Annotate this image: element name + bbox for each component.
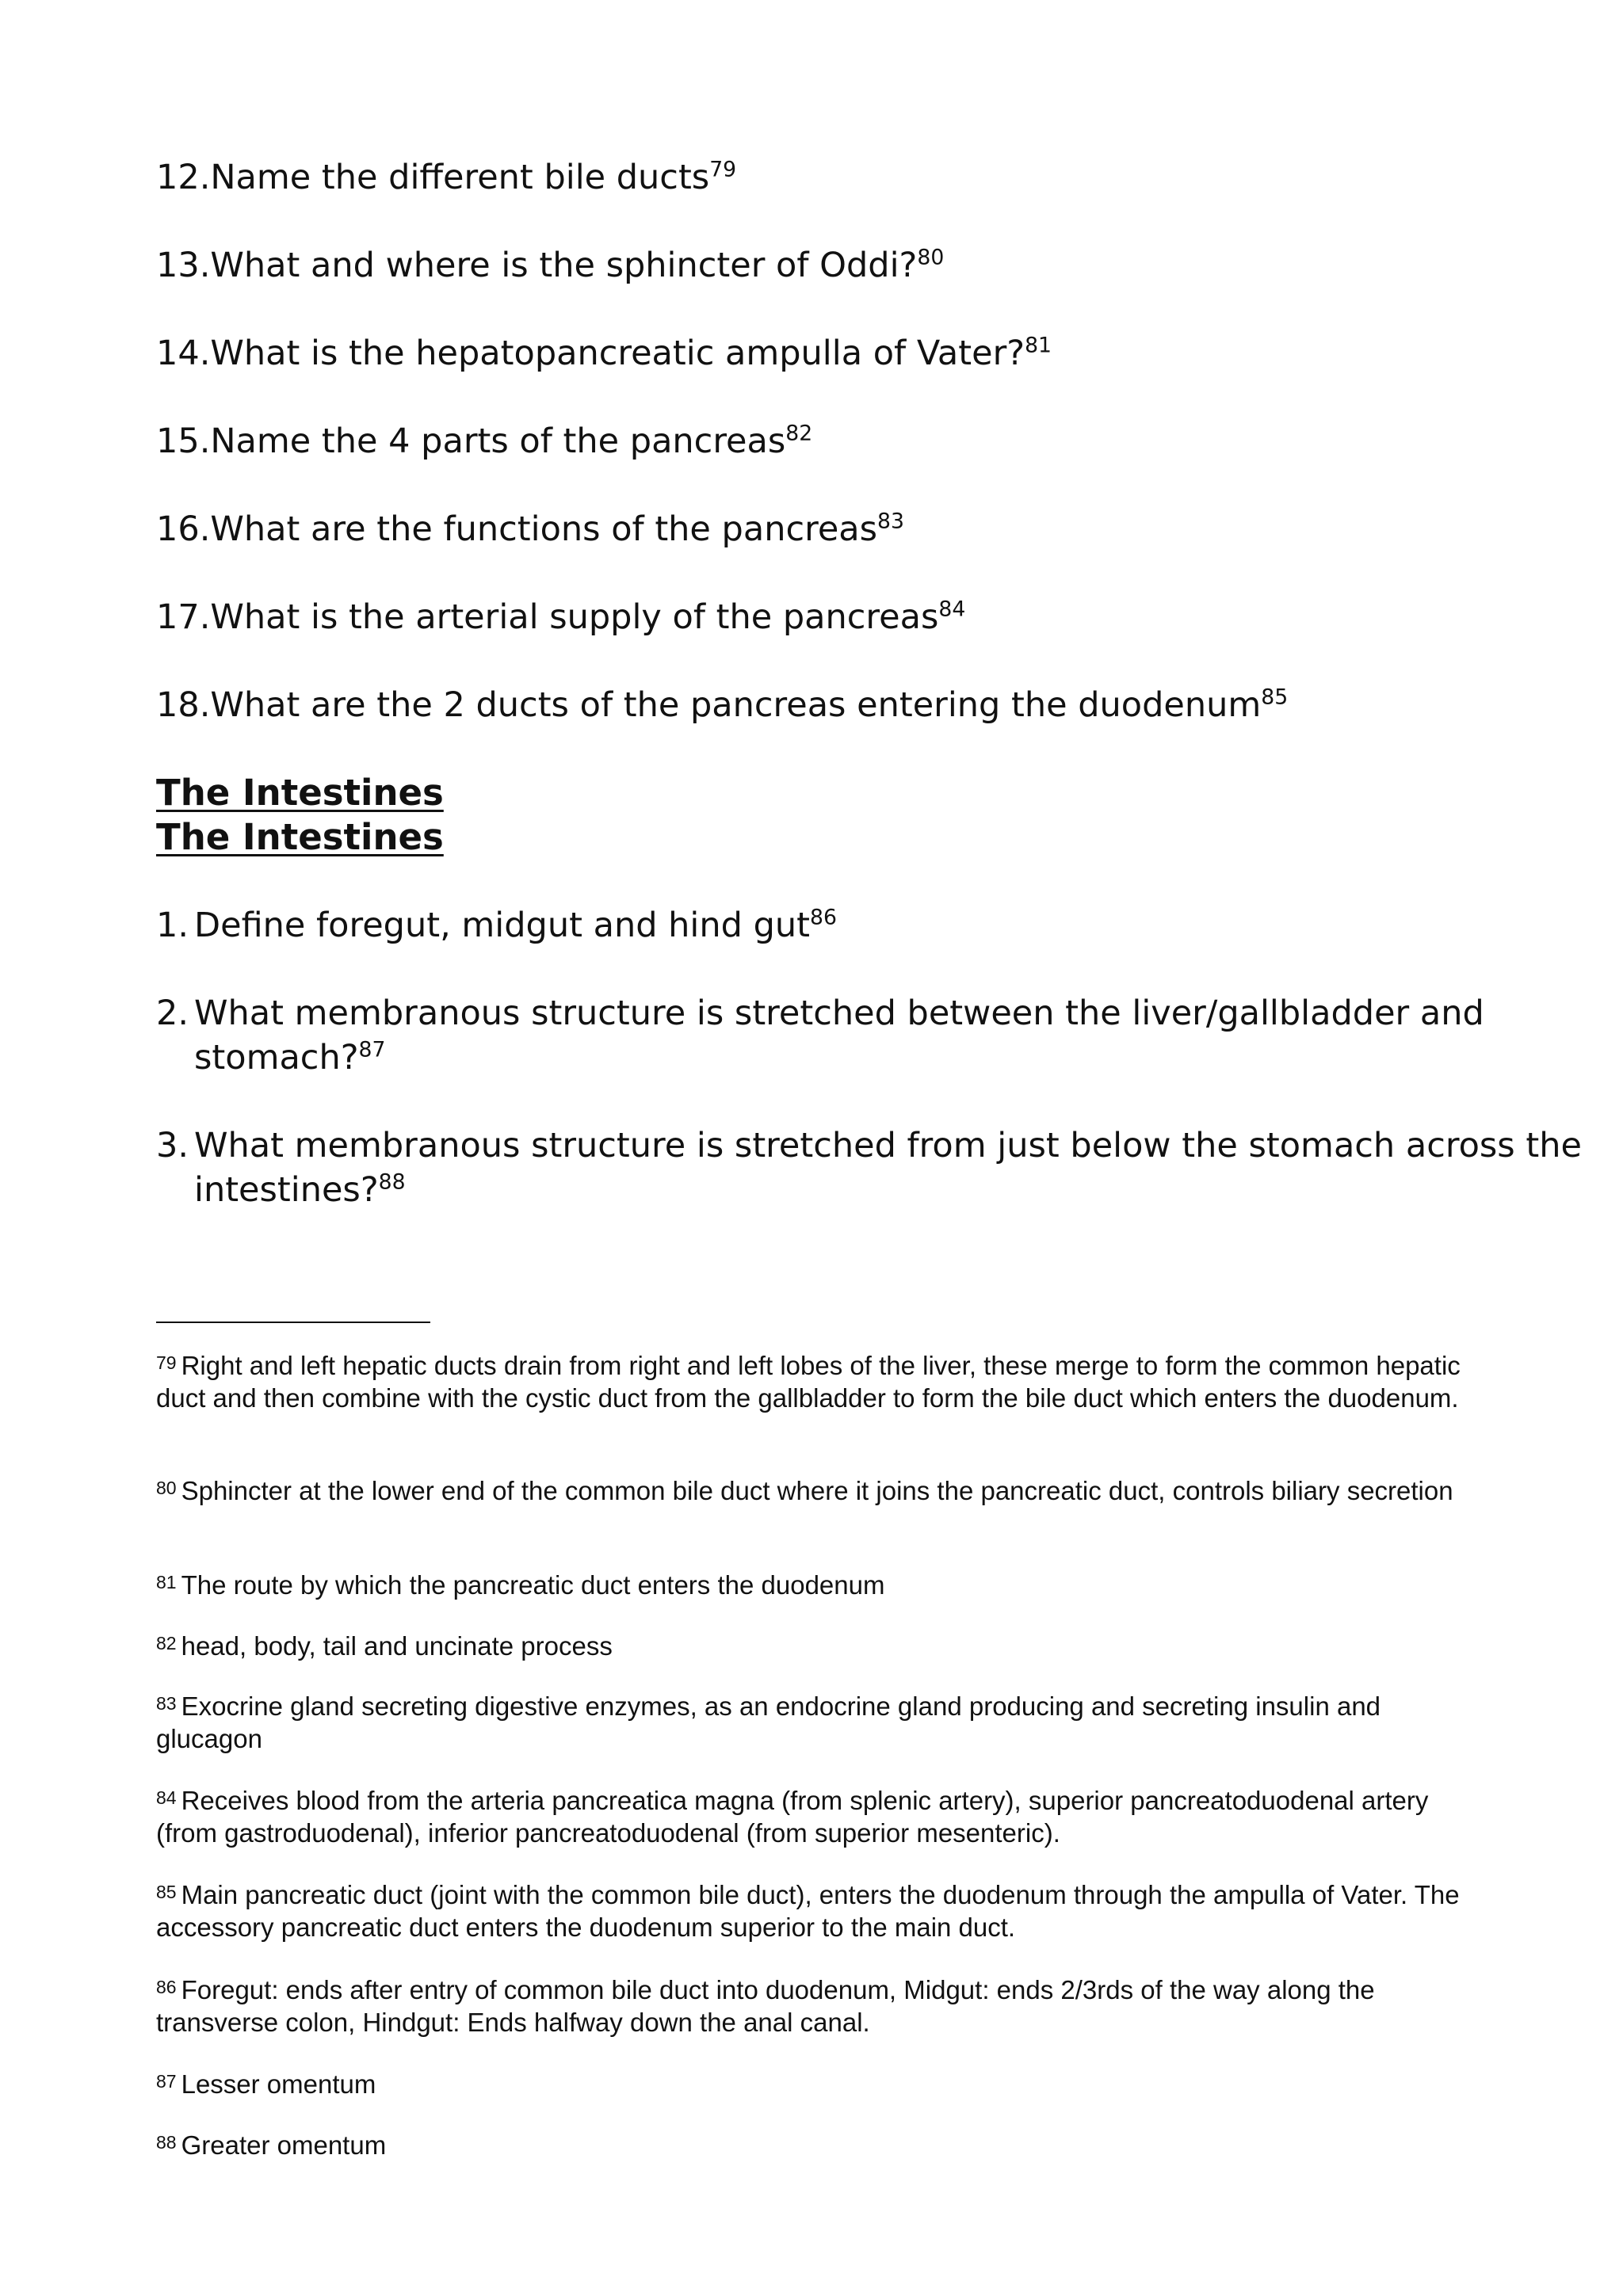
question-text: What and where is the sphincter of Oddi? xyxy=(210,246,918,285)
question-12 xyxy=(156,155,736,200)
footnote-ref-80[interactable]: 80 xyxy=(917,245,945,270)
footnote-text: Main pancreatic duct (joint with the common bile duct), enters the duodenum through the ampulla of Vater. The accessory pancreatic duct enters the duodenum superior to the main duct. xyxy=(156,1880,1460,1942)
footnote-85 xyxy=(156,1876,1487,1943)
footnote-text: Receives blood from the arteria pancreatica magna (from splenic artery), superior pancreatoduodenal artery (from gastroduodenal), inferior pancreatoduodenal (from superior mesenteric). xyxy=(156,1786,1429,1848)
footnote-84 xyxy=(156,1782,1487,1849)
footnote-ref-79[interactable]: 79 xyxy=(709,157,737,182)
footnote-text: The route by which the pancreatic duct enters the duodenum xyxy=(181,1570,885,1600)
footnote-80 xyxy=(156,1472,1487,1507)
footnote-text: Exocrine gland secreting digestive enzymes, as an endocrine gland producing and secreting insulin and glucagon xyxy=(156,1691,1381,1753)
question-text: What is the arterial supply of the pancreas xyxy=(210,597,939,637)
footnote-mark: 80 xyxy=(156,1478,177,1498)
footnote-ref-86[interactable]: 86 xyxy=(810,905,837,930)
intestines-question-1 xyxy=(156,903,837,948)
question-17 xyxy=(156,595,965,639)
section-heading-repeat: The Intestines xyxy=(156,816,444,858)
footnote-text: Foregut: ends after entry of common bile duct into duodenum, Midgut: ends 2/3rds of the way along the transverse colon, Hindgut: Ends halfway down the anal canal. xyxy=(156,1975,1375,2037)
footnote-ref-85[interactable]: 85 xyxy=(1261,685,1289,710)
intestines-question-3 xyxy=(156,1123,1582,1168)
footnote-mark: 86 xyxy=(156,1977,177,1997)
question-number: 14. xyxy=(156,334,211,373)
footnote-text: Greater omentum xyxy=(181,2130,387,2160)
footnote-ref-82[interactable]: 82 xyxy=(785,421,813,446)
footnote-86 xyxy=(156,1971,1487,2039)
footnote-87 xyxy=(156,2065,1487,2100)
question-15 xyxy=(156,419,812,463)
footnote-79 xyxy=(156,1347,1487,1414)
question-number: 12. xyxy=(156,158,211,197)
question-text-line-2: intestines? xyxy=(194,1170,379,1210)
question-text-line-2: stomach? xyxy=(194,1038,359,1077)
footnote-81 xyxy=(156,1566,1487,1601)
footnote-ref-81[interactable]: 81 xyxy=(1025,333,1052,358)
question-number: 16. xyxy=(156,509,211,549)
question-text-line-1: What membranous structure is stretched from just below the stomach across the xyxy=(194,1126,1582,1165)
question-text: What is the hepatopancreatic ampulla of Vater? xyxy=(210,334,1025,373)
section-heading: The Intestines xyxy=(156,772,444,814)
footnote-83 xyxy=(156,1688,1487,1755)
footnote-mark: 85 xyxy=(156,1882,177,1902)
question-text: What are the 2 ducts of the pancreas entering the duodenum xyxy=(210,685,1262,725)
footnote-text: head, body, tail and uncinate process xyxy=(181,1631,613,1661)
footnote-82 xyxy=(156,1627,1487,1662)
intestines-question-3-continued xyxy=(156,1168,406,1212)
footnote-mark: 83 xyxy=(156,1693,177,1714)
footnote-mark: 88 xyxy=(156,2132,177,2153)
footnote-mark: 81 xyxy=(156,1572,177,1592)
footnote-mark: 79 xyxy=(156,1352,177,1373)
footnote-ref-88[interactable]: 88 xyxy=(378,1169,406,1195)
question-text: Name the 4 parts of the pancreas xyxy=(210,421,786,461)
footnote-mark: 84 xyxy=(156,1787,177,1808)
question-number: 18. xyxy=(156,685,211,725)
question-number: 1. xyxy=(156,906,189,945)
intestines-question-2-continued xyxy=(156,1035,385,1080)
question-number: 3. xyxy=(156,1126,189,1165)
question-number: 2. xyxy=(156,994,189,1033)
footnote-mark: 87 xyxy=(156,2071,177,2092)
footnote-ref-84[interactable]: 84 xyxy=(938,597,966,622)
question-text-line-1: What membranous structure is stretched between the liver/gallbladder and xyxy=(194,994,1484,1033)
footnote-separator xyxy=(156,1322,430,1323)
question-14 xyxy=(156,331,1052,376)
footnote-ref-87[interactable]: 87 xyxy=(358,1037,386,1062)
footnote-ref-83[interactable]: 83 xyxy=(877,509,904,534)
question-text: What are the functions of the pancreas xyxy=(210,509,878,549)
question-number: 17. xyxy=(156,597,211,637)
footnote-mark: 82 xyxy=(156,1633,177,1653)
question-text: Name the different bile ducts xyxy=(210,158,710,197)
footnote-text: Sphincter at the lower end of the common bile duct where it joins the pancreatic duct, controls biliary secretion xyxy=(181,1476,1453,1505)
footnote-text: Right and left hepatic ducts drain from right and left lobes of the liver, these merge to form the common hepatic duct and then combine with the cystic duct from the gallbladder to form the bile duct which enters the duodenum. xyxy=(156,1351,1461,1413)
question-13 xyxy=(156,243,944,288)
question-text: Define foregut, midgut and hind gut xyxy=(194,906,811,945)
footnote-text: Lesser omentum xyxy=(181,2069,376,2099)
footnote-88 xyxy=(156,2126,1487,2161)
question-number: 13. xyxy=(156,246,211,285)
question-18 xyxy=(156,683,1288,727)
question-16 xyxy=(156,507,904,551)
question-number: 15. xyxy=(156,421,211,461)
intestines-question-2 xyxy=(156,991,1484,1035)
